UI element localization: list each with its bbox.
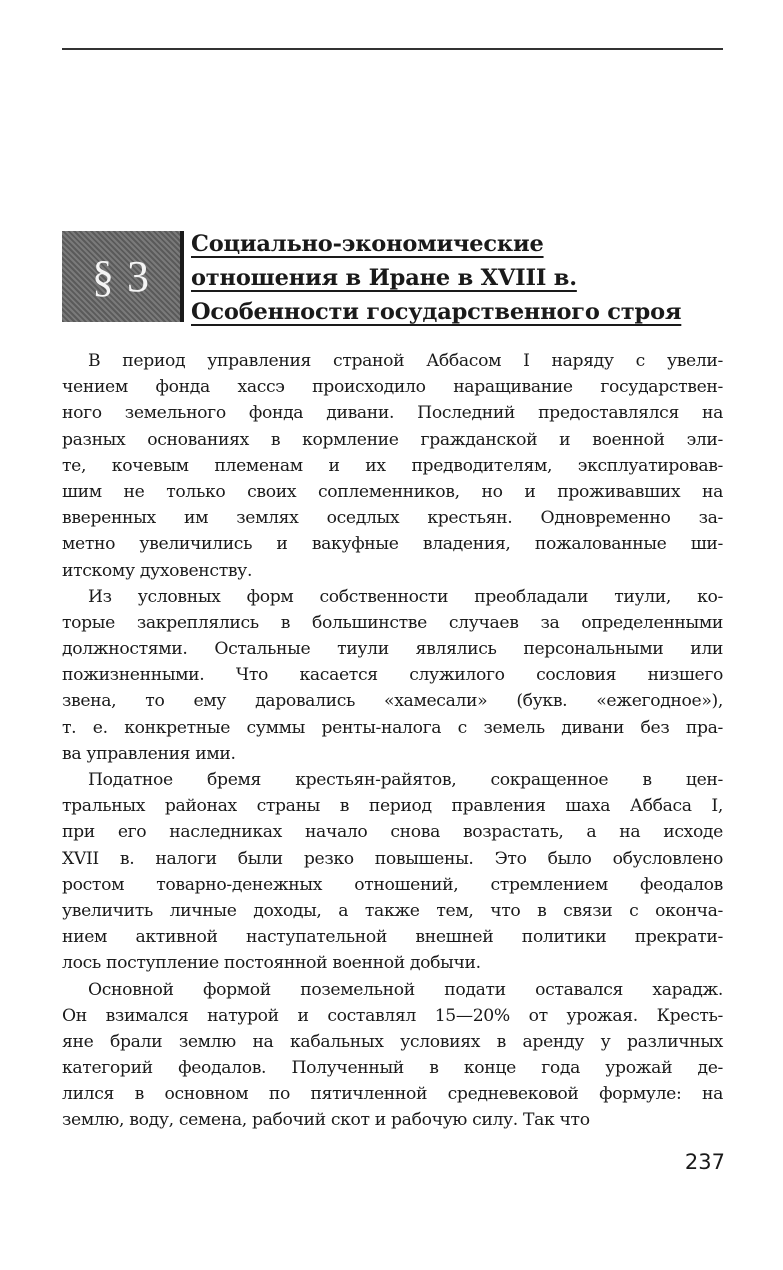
section-title — [191, 227, 731, 329]
text-line: яне брали землю на кабальных условиях в аренду у различных — [62, 1031, 723, 1052]
text-line: Из условных форм собственности преобладали тиули, ко- — [88, 586, 723, 607]
text-line: землю, воду, семена, рабочий скот и рабочую силу. Так что — [62, 1110, 590, 1131]
paragraph — [62, 767, 723, 977]
text-line: лось поступление постоянной военной добычи. — [62, 953, 481, 974]
title-line: Особенности государственного строя — [191, 299, 682, 325]
text-line: Податное бремя крестьян-райятов, сокращенное в цен- — [88, 770, 723, 790]
text-line: тральных районах страны в период правления шаха Аббаса I, — [62, 796, 723, 817]
text-line: метно увеличились и вакуфные владения, пожалованные ши- — [62, 534, 723, 555]
text-line: Основной формой поземельной подати оставался харадж. — [88, 979, 723, 1000]
body-text — [62, 348, 723, 1134]
text-line: увеличить личные доходы, а также тем, что в связи с оконча- — [62, 900, 723, 921]
text-line: т. е. конкретные суммы ренты-налога с земель дивани без пра- — [62, 717, 723, 738]
text-line: должностями. Остальные тиули являлись персональными или — [62, 639, 723, 660]
text-line: те, кочевым племенам и их предводителям, эксплуатировав- — [62, 455, 723, 476]
text-line: XVII в. налоги были резко повышены. Это было обусловлено — [62, 848, 723, 869]
title-bar — [180, 231, 184, 322]
text-line: ного земельного фонда дивани. Последний предоставлялся на — [62, 403, 723, 424]
text-line: категорий феодалов. Полученный в конце года урожай де- — [62, 1058, 723, 1079]
text-line: звена, то ему даровались «хамесали» (букв. «ежегодное»), — [62, 691, 723, 712]
text-line: Он взимался натурой и составлял 15—20% от урожая. Кресть- — [62, 1005, 723, 1026]
text-line: итскому духовенству. — [62, 560, 253, 581]
paragraph — [62, 584, 723, 767]
text-line: при его наследниках начало снова возрастать, а на исходе — [62, 822, 723, 843]
text-line: ростом товарно-денежных отношений, стремлением феодалов — [62, 874, 723, 895]
section-mark — [62, 231, 180, 322]
text-line: вверенных им землях оседлых крестьян. Одновременно за- — [62, 508, 723, 529]
section-mark-label: § 3 — [92, 252, 150, 301]
paragraph — [62, 348, 723, 584]
text-line: лился в основном по пятичленной средневековой формуле: на — [62, 1084, 723, 1105]
top-rule — [62, 48, 723, 50]
text-line: В период управления страной Аббасом I наряду с увели- — [88, 351, 723, 371]
text-line: торые закреплялись в большинстве случаев за определенными — [62, 612, 723, 633]
title-line: отношения в Иране в XVIII в. — [191, 265, 577, 291]
paragraph — [62, 977, 723, 1134]
text-line: ва управления ими. — [62, 743, 236, 764]
title-line: Социально-экономические — [191, 231, 544, 257]
text-line: пожизненными. Что касается служилого сословия низшего — [62, 665, 723, 686]
page-number: 237 — [684, 1150, 725, 1174]
text-line: шим не только своих соплеменников, но и проживавших на — [62, 481, 723, 502]
text-line: чением фонда хассэ происходило наращивание государствен- — [62, 377, 723, 398]
text-line: нием активной наступательной внешней политики прекрати- — [62, 927, 723, 948]
text-line: разных основаниях в кормление гражданской и военной эли- — [62, 429, 723, 450]
